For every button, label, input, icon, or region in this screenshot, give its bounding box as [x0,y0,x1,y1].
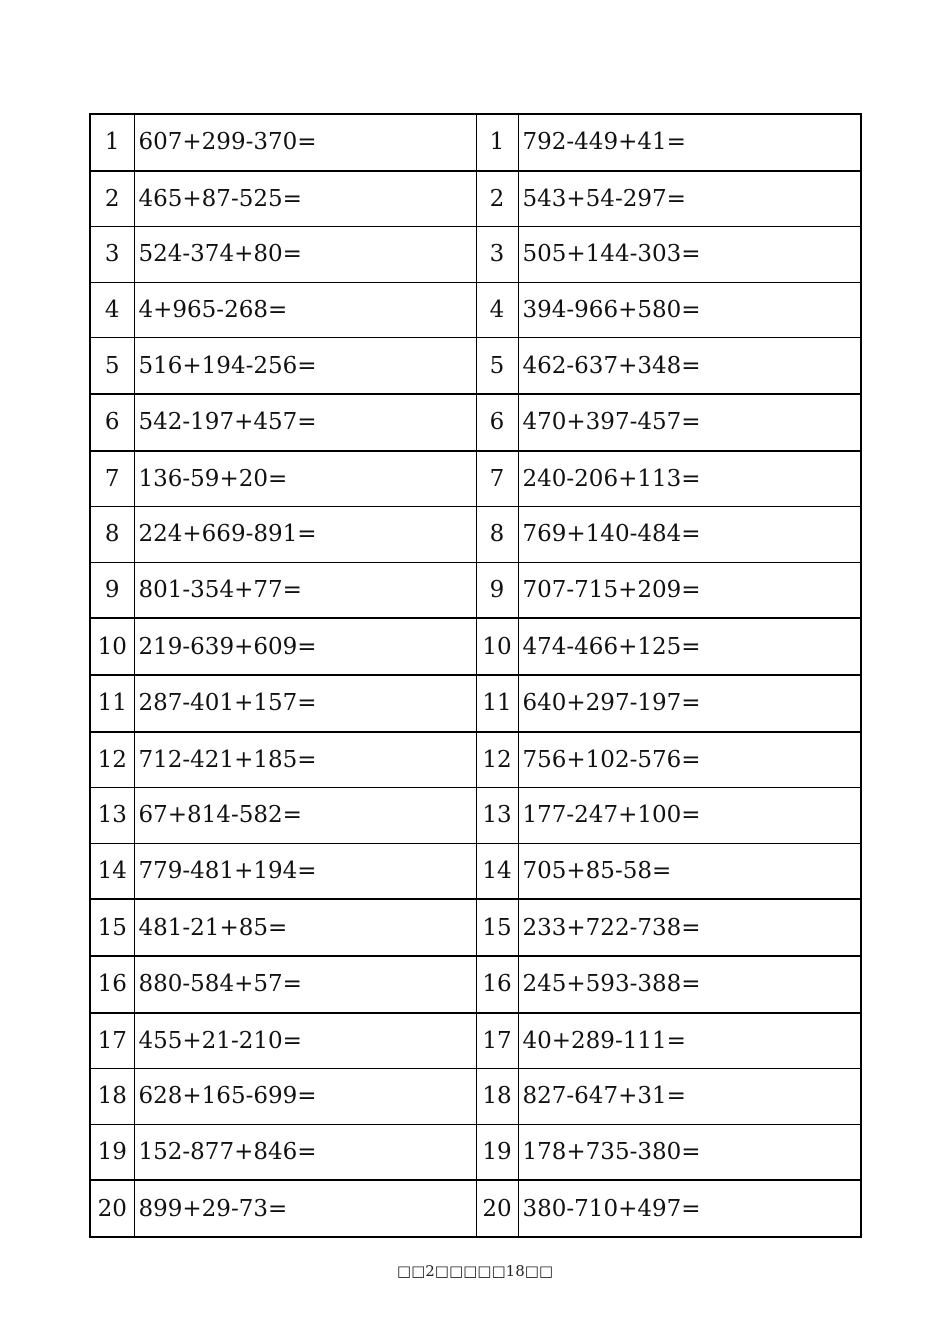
expression-right: 178+735-380= [518,1124,861,1180]
row-number-left: 8 [90,507,134,563]
expression-left: 628+165-699= [134,1069,476,1125]
row-number-left: 14 [90,843,134,899]
row-number-left: 1 [90,114,134,171]
expression-right: 474-466+125= [518,618,861,675]
page-footer: □□2□□□□□18□□ [396,1262,554,1280]
table-row [90,114,861,171]
row-number-right: 14 [476,843,518,899]
expression-left: 542-197+457= [134,394,476,451]
expression-right: 827-647+31= [518,1069,861,1125]
row-number-left: 2 [90,171,134,227]
worksheet-table [89,113,862,1238]
table-row [90,451,861,507]
expression-right: 769+140-484= [518,507,861,563]
expression-right: 505+144-303= [518,227,861,283]
table-row [90,1013,861,1069]
expression-right: 233+722-738= [518,899,861,956]
row-number-right: 3 [476,227,518,283]
table-row [90,507,861,563]
table-row [90,843,861,899]
expression-right: 462-637+348= [518,338,861,394]
row-number-right: 15 [476,899,518,956]
table-row [90,732,861,788]
row-number-left: 17 [90,1013,134,1069]
row-number-right: 5 [476,338,518,394]
expression-left: 67+814-582= [134,788,476,844]
expression-right: 394-966+580= [518,282,861,338]
table-row [90,1069,861,1125]
table-row [90,338,861,394]
table-row [90,394,861,451]
table-row [90,899,861,956]
row-number-right: 4 [476,282,518,338]
row-number-left: 3 [90,227,134,283]
table-row [90,171,861,227]
row-number-left: 20 [90,1180,134,1237]
expression-left: 287-401+157= [134,675,476,732]
row-number-right: 18 [476,1069,518,1125]
expression-left: 136-59+20= [134,451,476,507]
row-number-right: 12 [476,732,518,788]
expression-right: 707-715+209= [518,562,861,618]
row-number-left: 5 [90,338,134,394]
expression-right: 40+289-111= [518,1013,861,1069]
row-number-left: 11 [90,675,134,732]
row-number-right: 16 [476,956,518,1013]
expression-right: 543+54-297= [518,171,861,227]
row-number-left: 16 [90,956,134,1013]
expression-left: 219-639+609= [134,618,476,675]
table-row [90,562,861,618]
expression-right: 792-449+41= [518,114,861,171]
expression-left: 779-481+194= [134,843,476,899]
row-number-right: 9 [476,562,518,618]
row-number-left: 18 [90,1069,134,1125]
row-number-right: 7 [476,451,518,507]
table-row [90,675,861,732]
expression-right: 705+85-58= [518,843,861,899]
expression-left: 455+21-210= [134,1013,476,1069]
row-number-right: 6 [476,394,518,451]
row-number-left: 9 [90,562,134,618]
expression-right: 640+297-197= [518,675,861,732]
expression-left: 607+299-370= [134,114,476,171]
expression-right: 470+397-457= [518,394,861,451]
expression-right: 177-247+100= [518,788,861,844]
table-row [90,956,861,1013]
expression-left: 880-584+57= [134,956,476,1013]
expression-left: 4+965-268= [134,282,476,338]
table-row [90,618,861,675]
row-number-left: 15 [90,899,134,956]
row-number-left: 10 [90,618,134,675]
expression-right: 240-206+113= [518,451,861,507]
expression-left: 152-877+846= [134,1124,476,1180]
row-number-left: 19 [90,1124,134,1180]
row-number-right: 8 [476,507,518,563]
expression-left: 524-374+80= [134,227,476,283]
table-row [90,788,861,844]
row-number-right: 19 [476,1124,518,1180]
row-number-right: 13 [476,788,518,844]
row-number-left: 6 [90,394,134,451]
expression-left: 224+669-891= [134,507,476,563]
expression-left: 465+87-525= [134,171,476,227]
row-number-right: 20 [476,1180,518,1237]
expression-left: 801-354+77= [134,562,476,618]
row-number-left: 7 [90,451,134,507]
row-number-left: 12 [90,732,134,788]
expression-right: 756+102-576= [518,732,861,788]
expression-right: 380-710+497= [518,1180,861,1237]
row-number-right: 11 [476,675,518,732]
expression-left: 516+194-256= [134,338,476,394]
row-number-right: 1 [476,114,518,171]
table-row [90,227,861,283]
row-number-right: 17 [476,1013,518,1069]
table-row [90,1180,861,1237]
row-number-left: 4 [90,282,134,338]
row-number-right: 2 [476,171,518,227]
expression-right: 245+593-388= [518,956,861,1013]
expression-left: 712-421+185= [134,732,476,788]
row-number-right: 10 [476,618,518,675]
table-row [90,1124,861,1180]
table-row [90,282,861,338]
expression-left: 481-21+85= [134,899,476,956]
expression-left: 899+29-73= [134,1180,476,1237]
row-number-left: 13 [90,788,134,844]
